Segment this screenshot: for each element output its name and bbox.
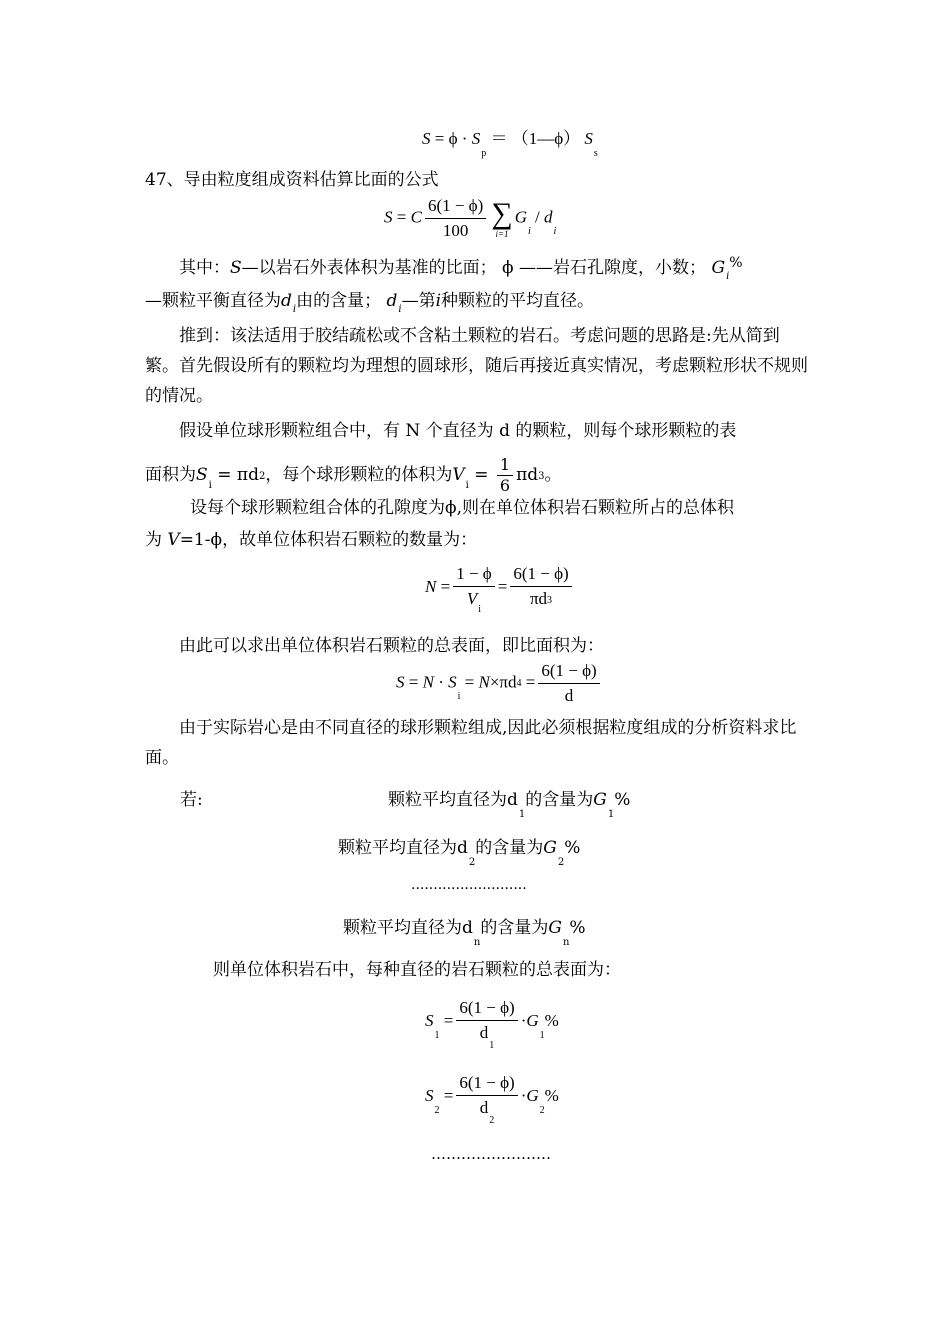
fraction — [497, 456, 513, 495]
eq-symbol: G — [526, 1010, 539, 1030]
text: —以岩石外表体积为基准的比面； ϕ ——岩石孔隙度，小数； — [241, 258, 712, 278]
eq-subscript: i — [478, 604, 482, 615]
eq-symbol: S — [425, 1085, 434, 1105]
fraction-denominator — [464, 587, 484, 613]
text: 颗粒平均直径为 — [338, 838, 457, 858]
text: 面积为 — [145, 465, 196, 485]
fraction-denominator: 6 — [499, 476, 511, 495]
text: 颗粒平均直径为 — [343, 918, 462, 938]
eq-symbol: S — [396, 672, 405, 692]
eq-symbol: S — [584, 129, 593, 148]
eq-symbol: G — [514, 207, 527, 227]
fraction — [510, 563, 571, 613]
paragraph-total-surface: 由此可以求出单位体积岩石颗粒的总表面，即比面积为： — [179, 636, 604, 656]
fraction — [456, 1072, 517, 1126]
eq-symbol: = — [440, 576, 451, 596]
eq-subscript: i — [553, 226, 557, 238]
eq-subscript: i — [527, 226, 531, 238]
eq-symbol: G — [526, 1085, 539, 1105]
paragraph-assumption-line-2 — [145, 456, 562, 495]
fraction-numerator: 1 — [497, 456, 513, 476]
text: 颗粒平均直径为 — [388, 790, 507, 810]
eq-subscript: 1 — [518, 809, 526, 820]
eq-symbol: V — [452, 465, 465, 485]
eq-symbol: ＝ — [490, 129, 508, 148]
fraction-denominator — [527, 587, 555, 613]
text: 种颗粒的平均直径。 — [441, 291, 595, 311]
ellipsis-separator: .......................... — [411, 877, 527, 893]
eq-symbol: d — [543, 207, 553, 227]
fraction — [453, 563, 495, 613]
equation-particle-count — [425, 563, 575, 613]
summation-limit: i=1 — [495, 228, 509, 239]
eq-subscript: 2 — [539, 1104, 545, 1116]
fraction-denominator — [477, 1021, 498, 1051]
fraction-numerator: 1 − ϕ — [453, 563, 495, 587]
eq-symbol: · — [520, 1085, 527, 1105]
eq-symbol: G — [593, 790, 607, 810]
eq-symbol: · — [461, 129, 468, 148]
sigma-symbol: ∑ — [491, 196, 513, 230]
text: % — [614, 790, 631, 810]
eq-symbol: = — [497, 576, 508, 596]
eq-symbol: = — [443, 1085, 454, 1105]
eq-symbol: ×πd — [489, 672, 517, 692]
equation-specific-surface-relation — [422, 124, 598, 159]
equation-s2 — [425, 1072, 559, 1126]
fraction — [425, 195, 486, 242]
eq-symbol: N — [425, 576, 437, 596]
fraction-numerator: 6(1 − ϕ) — [456, 997, 517, 1021]
grain-size-item-2 — [338, 835, 581, 868]
equation-specific-surface-sphere — [396, 660, 603, 707]
eq-symbol: S — [425, 1010, 434, 1030]
paragraph-porosity-line-2 — [145, 527, 477, 553]
eq-superscript: 3 — [538, 471, 545, 482]
fraction-denominator: 100 — [442, 221, 469, 240]
eq-symbol: ϕ — [448, 129, 458, 148]
if-label: 若: — [180, 790, 203, 810]
summation — [491, 196, 513, 239]
eq-symbol: S — [448, 672, 457, 692]
eq-symbol: = — [408, 672, 419, 692]
eq-symbol: S — [384, 207, 393, 227]
eq-symbol: N — [422, 672, 434, 692]
eq-symbol: S — [230, 258, 242, 278]
eq-symbol: = — [525, 672, 536, 692]
eq-symbol: V — [167, 530, 180, 550]
eq-symbol: G — [548, 918, 562, 938]
eq-subscript: i — [292, 304, 297, 315]
fraction-numerator: 6(1 − ϕ) — [538, 660, 599, 684]
fraction-denominator: d — [564, 686, 574, 705]
eq-symbol: d — [462, 918, 473, 938]
text: % — [544, 1010, 559, 1030]
eq-subscript: n — [473, 937, 481, 948]
eq-symbol: / — [535, 207, 540, 227]
eq-symbol: = — [434, 129, 445, 148]
fraction — [456, 997, 517, 1051]
fraction-numerator: 6(1 − ϕ) — [425, 195, 486, 219]
equation-s1 — [425, 997, 559, 1051]
eq-symbol: · — [520, 1010, 527, 1030]
eq-symbol: = — [396, 207, 407, 227]
eq-subscript: 1 — [434, 1029, 440, 1041]
text: 。 — [544, 465, 562, 485]
eq-subscript: 1 — [539, 1029, 545, 1041]
eq-subscript: 2 — [489, 1115, 495, 1126]
eq-subscript: 1 — [489, 1040, 495, 1051]
eq-subscript: n — [562, 937, 570, 948]
text: 的含量为 — [475, 838, 544, 858]
eq-subscript: s — [593, 148, 598, 159]
text: —第 — [401, 291, 436, 311]
eq-subscript: 2 — [468, 857, 476, 868]
eq-symbol: = — [443, 1010, 454, 1030]
text: % — [544, 1085, 559, 1105]
eq-subscript: 2 — [557, 857, 565, 868]
paragraph-actual-core: 由于实际岩心是由不同直径的球形颗粒组成,因此必须根据粒度组成的分析资料求比面。 — [145, 718, 797, 768]
eq-symbol: πd — [516, 465, 539, 485]
paragraph-porosity-line-1: 设每个球形颗粒组合体的孔隙度为ϕ,则在单位体积岩石颗粒所占的总体积 — [190, 498, 734, 518]
eq-subscript: 2 — [434, 1104, 440, 1116]
eq-superscript: 2 — [258, 471, 266, 482]
eq-subscript: i — [398, 304, 402, 315]
eq-symbol: πd — [529, 589, 548, 608]
fraction-numerator: 6(1 − ϕ) — [456, 1072, 517, 1096]
text: 由的含量； — [296, 291, 387, 311]
text: 的含量为 — [480, 918, 549, 938]
paragraph-then: 则单位体积岩石中，每种直径的岩石颗粒的总表面为： — [213, 960, 621, 980]
eq-symbol: i — [435, 291, 442, 311]
definition-line-1 — [179, 255, 743, 284]
eq-subscript: i — [208, 480, 212, 491]
eq-symbol: = πd — [211, 465, 259, 485]
text: =1-ϕ，故单位体积岩石颗粒的数量为： — [179, 530, 478, 550]
paragraph-assumption-line-1: 假设单位球形颗粒组合中，有 N 个直径为 d 的颗粒，则每个球形颗粒的表 — [179, 421, 737, 441]
eq-superscript: 4 — [516, 678, 522, 690]
eq-subscript: 1 — [607, 809, 615, 820]
eq-symbol: d — [457, 838, 468, 858]
eq-subscript: p — [481, 148, 487, 159]
fraction — [538, 660, 599, 707]
eq-symbol: （1—ϕ） — [511, 129, 581, 148]
text: 为 — [145, 530, 168, 550]
paragraph-derivation: 推到：该法适用于胶结疏松或不含粘土颗粒的岩石。考虑问题的思路是:先从简到繁。首先假设所有的颗粒均为理想的圆球形，随后再接近真实情况，考虑颗粒形状不规则的情况。 — [145, 326, 808, 406]
eq-symbol: = — [468, 465, 494, 485]
eq-symbol: S — [196, 465, 208, 485]
text: % — [564, 838, 581, 858]
ellipsis-end: …………………… — [431, 1145, 551, 1163]
fraction-denominator — [477, 1096, 498, 1126]
eq-symbol: N — [478, 672, 490, 692]
text: ，每个球形颗粒的体积为 — [265, 465, 453, 485]
section-heading: 47、导由粒度组成资料估算比面的公式 — [145, 170, 439, 190]
eq-symbol: d — [281, 291, 292, 311]
eq-subscript: i — [457, 691, 461, 703]
eq-subscript: i — [465, 480, 469, 491]
fraction-numerator: 6(1 − ϕ) — [510, 563, 571, 587]
eq-symbol: d — [479, 1098, 489, 1117]
eq-symbol: G — [711, 258, 726, 278]
text: % — [569, 918, 586, 938]
eq-symbol: V — [466, 589, 478, 608]
text: 其中： — [179, 258, 230, 278]
grain-size-item-n — [343, 915, 586, 948]
definition-line-2 — [145, 288, 594, 317]
eq-symbol: C — [410, 207, 422, 227]
text: —颗粒平衡直径为 — [145, 291, 281, 311]
eq-symbol: d — [386, 291, 398, 311]
eq-superscript: 3 — [547, 595, 553, 606]
grain-size-item-1 — [388, 787, 631, 820]
eq-symbol: S — [471, 129, 481, 148]
equation-specific-surface-formula — [384, 195, 556, 242]
eq-symbol: G — [543, 838, 557, 858]
eq-subscript: i — [726, 271, 730, 282]
text: % — [729, 255, 743, 271]
eq-symbol: S — [422, 129, 431, 148]
eq-symbol: · — [438, 672, 444, 692]
text: 的含量为 — [525, 790, 594, 810]
eq-symbol: = — [464, 672, 475, 692]
eq-symbol: d — [479, 1023, 489, 1042]
eq-symbol: d — [507, 790, 518, 810]
